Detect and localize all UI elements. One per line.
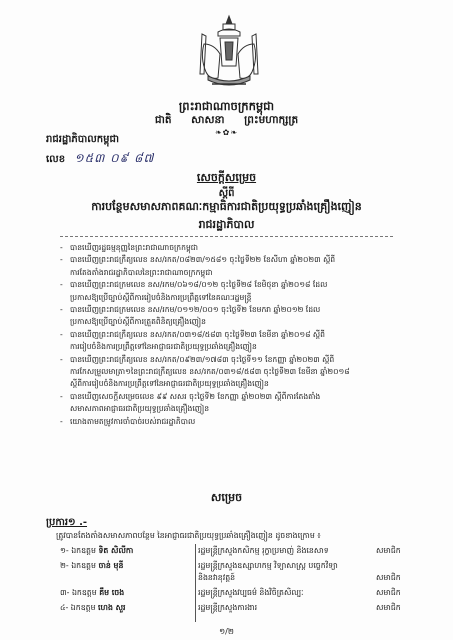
motto-religion: សាសនា (191, 114, 225, 126)
issuer-heading: រាជរដ្ឋាភិបាល (198, 218, 255, 231)
visa-item: - បានឃើញរដ្ឋធម្មនុញ្ញនៃព្រះរាជាណាចក្រកម្ពុជា (60, 242, 400, 254)
motto-nation: ជាតិ (154, 114, 172, 126)
visa-item: - បានឃើញព្រះរាជក្រមលេខ នស/រកម/០១១២/០០១ ចុះថ្ងៃទី២ ខែមករា ឆ្នាំ២០១២ ដែល ប្រកាសឱ្យប្រើច្បាប់ស្តីពីការត្រួតពិនិត្យគ្រឿងញៀន (60, 304, 400, 329)
motto-king: ព្រះមហាក្សត្រ (244, 114, 299, 126)
visa-item: - បានឃើញព្រះរាជក្រឹត្យលេខ នស/រកត/០៣១៨/៥៨៣ ចុះថ្ងៃទី២៣ ខែមីនា ឆ្នាំ២០១៨ ស្តីពី ការរៀបចំនិងការប្រព្រឹត្តទៅនៃអាជ្ញាធរជាតិប្រយុទ្ធប្រឆាំងគ្រឿងញៀន (60, 329, 400, 354)
page-number: ១/២ (219, 627, 234, 636)
government-name: រាជរដ្ឋាភិបាលកម្ពុជា (46, 134, 119, 145)
column-divider (195, 544, 196, 622)
visa-item: - យោងតាមតម្រូវការចាំបាច់របស់រាជរដ្ឋាភិបាល (60, 416, 400, 428)
article-1-label: ប្រការ១ .- (46, 517, 88, 528)
national-motto (0, 114, 453, 129)
visa-item: - បានឃើញព្រះរាជក្រមលេខ នស/រកម/០៦១៨/០១២ ចុះថ្ងៃទី២៨ ខែមិថុនា ឆ្នាំ២០១៨ ដែល ប្រកាសឱ្យប្រើច្បាប់ស្តីពីការរៀបចំនិងការប្រព្រឹត្តទៅនៃគណៈរដ្ឋមន្ត្រី (60, 279, 400, 304)
visa-item: - បានឃើញព្រះរាជក្រឹត្យលេខ នស/រកត/០៨២៣/១៥៨១ ចុះថ្ងៃទី២២ ខែសីហា ឆ្នាំ២០២៣ ស្តីពី ការតែងតាំងរាជរដ្ឋាភិបាលនៃព្រះរាជាណាចក្រកម្ពុជា (60, 254, 400, 279)
ref-label: លេខ (46, 154, 66, 165)
document-page: ព្រះរាជាណាចក្រកម្ពុជា ជាតិ សាសនា ព្រះមហាក្សត្រ ❧✿❧ រាជរដ្ឋាភិបាលកម្ពុជា លេខ ១៥៣ ០៩ ៨៧ សេចក្តីសម្រេច ស្តីពី ការបន្ថែមសមាសភាពគណៈកម្មាធិការជាតិប្រយុទ្ធប្រឆាំងគ្រឿងញៀន រាជរដ្ឋាភិបាល - បានឃើញរដ្ឋធម្មនុញ្ញនៃព្រះរាជាណាចក្រកម្ពុជា - បានឃើញព្រះរាជក្រឹត្យលេខ នស/រកត/០៨២៣/១៥៨១ ចុះថ្ងៃទី២២ ខែសីហា ឆ្នាំ២០២៣ ស្តីពី ការតែងតាំងរាជរដ្ឋាភិបាលនៃព្រះរាជាណាចក្រកម្ពុជា - បានឃើញព្រះរាជក្រមលេខ នស/រកម/០៦១៨/០១២ ចុះថ្ងៃទី២៨ ខែមិថុនា ឆ្នាំ២០១៨ ដែល ប្រកាសឱ្យប្រើច្បាប់ស្តីពីការរៀបចំនិងការប្រព្រឹត្តទៅនៃគណៈរដ្ឋមន្ត្រី - បានឃើញព្រះរាជក្រមលេខ នស/រកម/០១១២/០០១ ចុះថ្ងៃទី២ ខែមករា ឆ្នាំ២០១២ ដែល ប្រកាសឱ្យប្រើច្បាប់ស្តីពីការត្រួតពិនិត្យគ្រឿងញៀន - បានឃើញព្រះរាជក្រឹត្យលេខ នស/រកត/០៣១៨/៥៨៣ ចុះថ្ងៃទី២៣ ខែមីនា ឆ្នាំ២០១៨ ស្តីពី ការរៀបចំនិងការប្រព្រឹត្តទៅនៃអាជ្ញាធរជាតិប្រយុទ្ធប្រឆាំងគ្រឿងញៀន - បានឃើញព្រះរាជក្រឹត្យលេខ នស/រកត/០៩២៣/១៧៨៣ ចុះថ្ងៃទី១១ ខែកញ្ញា ឆ្នាំ២០២៣ ស្តីពី ការកែសម្រួលមាត្រា១នៃព្រះរាជក្រឹត្យលេខ នស/រកត/០៣១៨/៥៨៣ ចុះថ្ងៃទី២៣ ខែមីនា ឆ្នាំ២០១៨ ស្តីពីការរៀបចំនិងការប្រព្រឹត្តទៅនៃអាជ្ញាធរជាតិប្រយុទ្ធប្រឆាំងគ្រឿងញៀន - បានឃើញសេចក្តីសម្រេចលេខ ៩៩ សសរ ចុះថ្ងៃទី២ ខែកញ្ញា ឆ្នាំ២០២៣ ស្តីពីការតែងតាំង សមាសភាពអាជ្ញាធរជាតិប្រយុទ្ធប្រឆាំងគ្រឿងញៀន - យោងតាមតម្រូវការចាំបាច់របស់រាជរដ្ឋាភិបាល សម្រេច ប្រការ១ .- ត្រូវបានតែងតាំងសមាសភាពបន្ថែម នៃអាជ្ញាធរជាតិប្រយុទ្ធប្រឆាំងគ្រឿងញៀន ដូចខាងក្រោម ៖ ១- ឯកឧត្តម ទិត សិលីកា រដ្ឋមន្ត្រីក្រសួងកសិកម្ម រុក្ខាប្រមាញ់ និងនេសាទ សមាជិក ២- ឯកឧត្តម ចាន់ មុនី រដ្ឋមន្ត្រីក្រសួងឧស្សាហកម្ម វិទ្យាសាស្ត្រ បច្ចេកវិទ្យា និងនវានុវត្តន៍ សមាជិក ៣- ឯកឧត្តម គឹម ចេង រដ្ឋមន្ត្រីក្រសួងវប្បធម៌ និងវិចិត្រសិល្បៈ សមាជិក ៤- ឯកឧត្តម ហេង សួរ រដ្ឋមន្ត្រីក្រសួងការងារ សមាជិក ១/២ (0, 0, 453, 640)
royal-coat-of-arms-emblem (196, 14, 262, 92)
kingdom-heading: ព្រះរាជាណាចក្រកម្ពុជា (178, 99, 275, 113)
document-type-label: សេចក្តីសម្រេច (196, 171, 257, 184)
regarding-label: ស្តីពី (218, 188, 235, 199)
visa-list (60, 242, 400, 428)
visa-item: - បានឃើញសេចក្តីសម្រេចលេខ ៩៩ សសរ ចុះថ្ងៃទី២ ខែកញ្ញា ឆ្នាំ២០២៣ ស្តីពីការតែងតាំង សមាសភាពអាជ្ញាធរជាតិប្រយុទ្ធប្រឆាំងគ្រឿងញៀន (60, 391, 400, 416)
article-1-text: ត្រូវបានតែងតាំងសមាសភាពបន្ថែម នៃអាជ្ញាធរជាតិប្រយុទ្ធប្រឆាំងគ្រឿងញៀន ដូចខាងក្រោម ៖ (56, 531, 321, 540)
visa-item: - បានឃើញព្រះរាជក្រឹត្យលេខ នស/រកត/០៩២៣/១៧៨៣ ចុះថ្ងៃទី១១ ខែកញ្ញា ឆ្នាំ២០២៣ ស្តីពី ការកែសម្រួលមាត្រា១នៃព្រះរាជក្រឹត្យលេខ នស/រកត/០៣១៨/៥៨៣ ចុះថ្ងៃទី២៣ ខែមីនា ឆ្នាំ២០១៨ ស្តីពីការរៀបចំនិងការប្រព្រឹត្តទៅនៃអាជ្ញាធរជាតិប្រយុទ្ធប្រឆាំងគ្រឿងញៀន (60, 354, 400, 391)
document-title: ការបន្ថែមសមាសភាពគណៈកម្មាធិការជាតិប្រយុទ្ធប្រឆាំងគ្រឿងញៀន (91, 200, 362, 213)
ref-number-handwritten: ១៥៣ ០៩ ៨៧ (74, 151, 155, 165)
divider (60, 236, 393, 237)
decides-heading: សម្រេច (210, 491, 243, 504)
ornament-divider: ❧✿❧ (214, 128, 239, 137)
reference-number (46, 150, 154, 168)
document-type (0, 171, 453, 187)
